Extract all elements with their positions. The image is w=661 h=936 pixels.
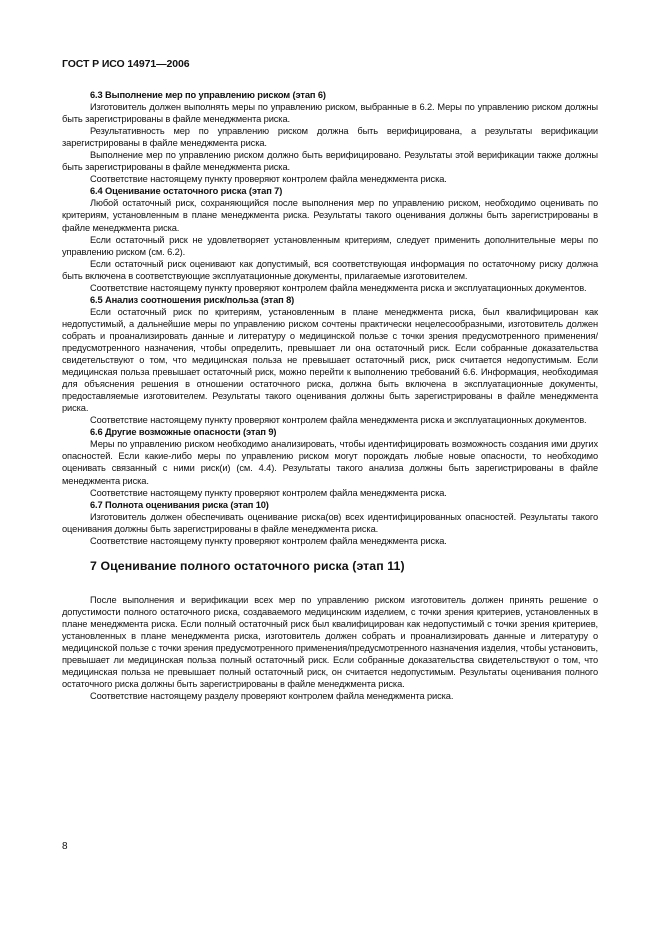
document-body (62, 89, 598, 702)
body-paragraph: Соответствие настоящему разделу проверяют контролем файла менеджмента риска. (90, 691, 454, 702)
body-paragraph: Соответствие настоящему пункту проверяют контролем файла менеджмента риска и эксплуатационных документов. (90, 415, 587, 426)
body-paragraph: Соответствие настоящему пункту проверяют контролем файла менеджмента риска. (90, 535, 447, 546)
section-7-title: 7 Оценивание полного остаточного риска (этап 11) (90, 558, 405, 573)
page-number: 8 (62, 841, 68, 852)
body-paragraph: Если остаточный риск не удовлетворяет установленным критериям, следует применить дополнительные меры по управлению риском (см. 6.2). (62, 234, 598, 257)
body-paragraph: Выполнение мер по управлению риском должно быть верифицировано. Результаты этой верификации также должны быть зарегистрированы в файле менеджмента риска. (62, 150, 598, 173)
document-header: ГОСТ Р ИСО 14971—2006 (62, 58, 190, 70)
subsection-heading: 6.3 Выполнение мер по управлению риском (этап 6) (90, 90, 326, 100)
body-paragraph: Изготовитель должен выполнять меры по управлению риском, выбранные в 6.2. Меры по управлению риском должны быть зарегистрированы в файле менеджмента риска. (62, 102, 598, 125)
body-paragraph: Если остаточный риск оценивают как допустимый, вся соответствующая информация по остаточному риску должна быть включена в соответствующие эксплуатационные документы, прилагаемые изготовителем. (62, 258, 598, 281)
body-paragraph: Любой остаточный риск, сохраняющийся после выполнения мер по управлению риском, необходимо оценивать по критериям, установленным в плане менеджмента риска. Результаты такого оценивания должны быть зарегистрированы в файле менеджмента риска. (62, 198, 598, 233)
section-7-content (62, 594, 598, 702)
body-paragraph: Меры по управлению риском необходимо анализировать, чтобы идентифицировать возможность создания ими других опасностей. Если какие-либо меры по управлению риском могут порождать любые новые опасности, то необходимо оценивать связанный с ними риск(и) (см. 4.4). Результаты такого анализа должны быть зарегистрированы в файле менеджмента риска. (62, 439, 598, 486)
subsection-heading: 6.4 Оценивание остаточного риска (этап 7) (90, 186, 283, 197)
body-paragraph: Соответствие настоящему пункту проверяют контролем файла менеджмента риска. (90, 487, 447, 498)
body-paragraph: Соответствие настоящему пункту проверяют контролем файла менеджмента риска и эксплуатационных документов. (90, 282, 587, 293)
subsection-heading: 6.5 Анализ соотношения риск/польза (этап 8) (90, 294, 295, 305)
body-paragraph: После выполнения и верификации всех мер по управлению риском изготовитель должен принять решение о допустимости полного остаточного риска, создаваемого медицинским изделием, с точки зрения критериев, установленных в плане менеджмента риска. Если полный остаточный риск был квалифицирован как недопустимый с точки зрения критериев, установленных в плане менеджмента риска, изготовитель должен собрать и проанализировать данные и литературу о медицинской пользе с точки зрения предусмотренного применения/предусмотренного назначения изделия, чтобы установить, превышает ли медицинская польза полный остаточный риск. Если собранные доказательства свидетельствуют о том, что медицинская польза не превышает полный остаточный риск, он считается недопустимым. Результаты оценивания полного остаточного риска должны быть зарегистрированы в файле менеджмента риска. (62, 594, 598, 690)
subsection-heading: 6.6 Другие возможные опасности (этап 9) (90, 427, 277, 438)
body-paragraph: Если остаточный риск по критериям, установленным в плане менеджмента риска, был квалифицирован как недопустимый, а дальнейшие меры по управлению риском сочтены практически нецелесообразными, изготовитель должен собрать и проанализировать данные и литературу о медицинской пользе с точки зрения предусмотренного применения/предусмотренного назначения, чтобы определить, превышает ли она остаточный риск. Если собранные доказательства свидетельствуют о том, что медицинская польза не превышает остаточный риск, риск считается недопустимым. Если медицинская польза превышает остаточный риск, можно перейти к выполнению требований 6.6. Информация, необходимая для объяснения решения в отношении остаточного риска, должна быть включена в эксплуатационные документы, предоставляемые изготовителем. Результаты такого оценивания должны быть зарегистрированы в файле менеджмента риска. (62, 306, 598, 414)
subsection-heading: 6.7 Полнота оценивания риска (этап 10) (90, 499, 269, 510)
body-paragraph: Результативность мер по управлению риском должна быть верифицирована, а результаты верификации зарегистрированы в файле менеджмента риска. (62, 126, 598, 149)
body-paragraph: Изготовитель должен обеспечивать оценивание риска(ов) всех идентифицированных опасностей. Результаты такого оценивания должны быть зарегистрированы в файле менеджмента риска. (62, 511, 598, 534)
body-paragraph: Соответствие настоящему пункту проверяют контролем файла менеджмента риска. (90, 174, 447, 185)
section-6-content (62, 89, 598, 547)
